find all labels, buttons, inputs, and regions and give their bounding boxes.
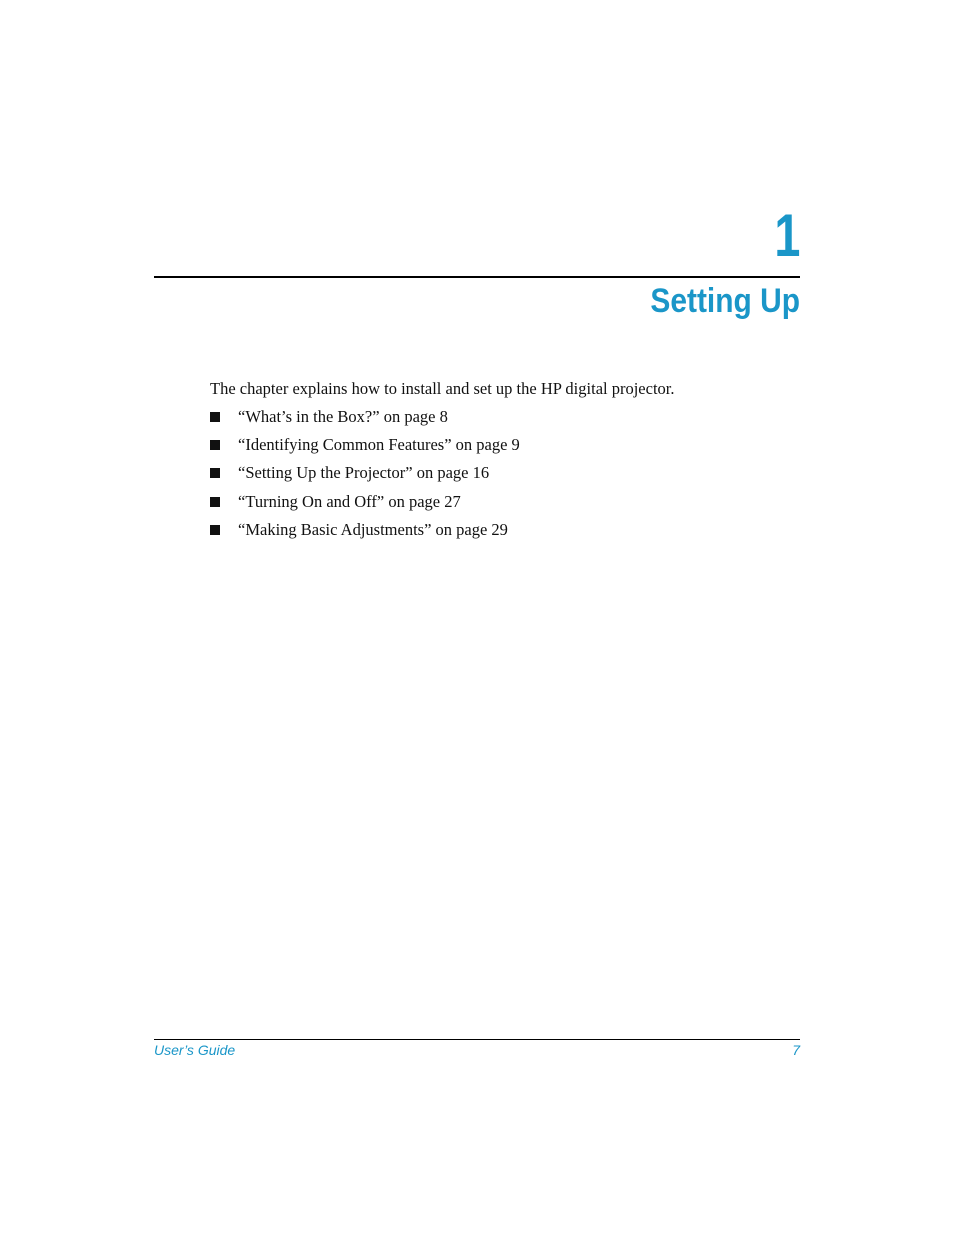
square-bullet-icon xyxy=(210,440,220,450)
page-number: 7 xyxy=(792,1042,800,1058)
square-bullet-icon xyxy=(210,497,220,507)
toc-link-turning-on-and-off[interactable]: “Turning On and Off” on page 27 xyxy=(238,491,461,511)
list-item[interactable] xyxy=(210,407,520,435)
square-bullet-icon xyxy=(210,412,220,422)
toc-link-whats-in-the-box[interactable]: “What’s in the Box?” on page 8 xyxy=(238,407,448,426)
chapter-divider xyxy=(154,276,800,278)
chapter-contents-list xyxy=(210,407,520,548)
toc-link-identifying-common-features[interactable]: “Identifying Common Features” on page 9 xyxy=(238,435,520,455)
list-item[interactable] xyxy=(210,520,520,548)
list-item[interactable] xyxy=(210,492,520,520)
list-item[interactable] xyxy=(210,435,520,463)
toc-link-setting-up-the-projector[interactable]: “Setting Up the Projector” on page 16 xyxy=(238,463,490,483)
chapter-title: Setting Up xyxy=(650,282,800,320)
footer-divider xyxy=(154,1039,800,1040)
intro-paragraph: The chapter explains how to install and set up the HP digital projector. xyxy=(210,379,675,398)
square-bullet-icon xyxy=(210,525,220,535)
chapter-number: 1 xyxy=(773,202,800,269)
list-item[interactable] xyxy=(210,463,520,491)
toc-link-making-basic-adjustments[interactable]: “Making Basic Adjustments” on page 29 xyxy=(238,519,508,539)
square-bullet-icon xyxy=(210,468,220,478)
footer-guide-title: User’s Guide xyxy=(154,1042,236,1058)
